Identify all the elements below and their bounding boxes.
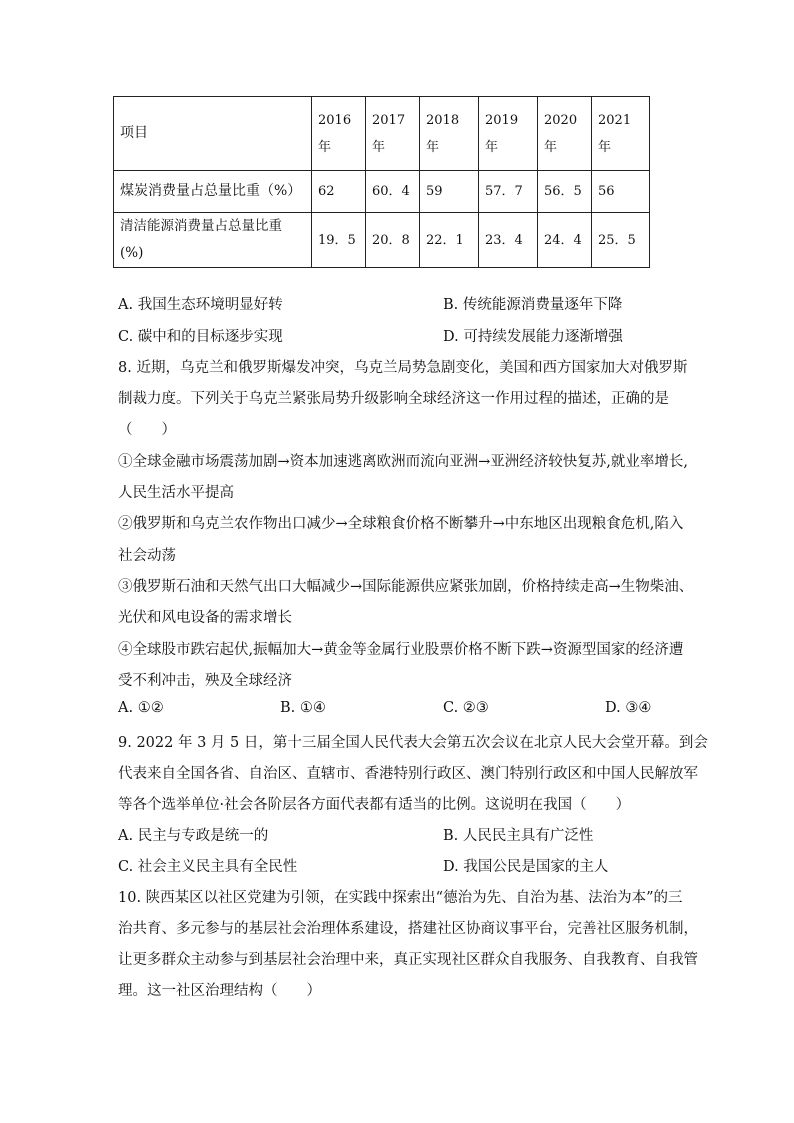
q8-option-b[interactable]: B. ①④	[280, 700, 326, 716]
table-header-row	[114, 97, 650, 171]
q8-item-line: ①全球金融市场震荡加剧→资本加速逃离欧洲而流向亚洲→亚洲经济较快复苏,就业率增长,	[118, 454, 689, 470]
energy-consumption-table	[113, 96, 650, 268]
table-header-year: 2016 年	[312, 97, 366, 171]
table-row-label: 清洁能源消费量占总量比重(%)	[114, 213, 312, 268]
q8-item-line: 光伏和风电设备的需求增长	[118, 610, 292, 626]
q7-option-b[interactable]: B. 传统能源消费量逐年下降	[443, 297, 623, 313]
q10-stem-line: 治共育、多元参与的基层社会治理体系建设，搭建社区协商议事平台，完善社区服务机制，	[118, 921, 698, 937]
table-header-year: 2017 年	[366, 97, 420, 171]
q8-item-line: ④全球股市跌宕起伏,振幅加大→黄金等金属行业股票价格不断下跌→资源型国家的经济遭	[118, 642, 684, 658]
table-row-label: 煤炭消费量占总量比重（%）	[114, 171, 312, 213]
q9-option-b[interactable]: B. 人民民主具有广泛性	[443, 828, 594, 844]
table-cell: 56	[592, 171, 650, 213]
table-header-year: 2020 年	[538, 97, 592, 171]
table-cell: 59	[420, 171, 479, 213]
q8-stem-line: （ ）	[118, 422, 176, 438]
q10-stem-line: 10. 陕西某区以社区党建为引领，在实践中探索出“德治为先、自治为基、法治为本”的三	[118, 890, 683, 906]
q8-option-a[interactable]: A. ①②	[118, 700, 164, 716]
table-row	[114, 171, 650, 213]
q8-item-line: ②俄罗斯和乌克兰农作物出口减少→全球粮食价格不断攀升→中东地区出现粮食危机,陷入	[118, 516, 684, 532]
q8-stem-line: 8. 近期，乌克兰和俄罗斯爆发冲突，乌克兰局势急剧变化，美国和西方国家加大对俄罗斯	[118, 360, 688, 376]
q8-option-d[interactable]: D. ③④	[605, 700, 652, 716]
q9-option-a[interactable]: A. 民主与专政是统一的	[118, 828, 269, 844]
q10-stem-line: 让更多群众主动参与到基层社会治理中来，真正实现社区群众自我服务、自我教育、自我管	[118, 952, 698, 968]
q7-option-c[interactable]: C. 碳中和的目标逐步实现	[118, 329, 283, 345]
q7-option-a[interactable]: A. 我国生态环境明显好转	[118, 297, 283, 313]
q8-item-line: 人民生活水平提高	[118, 485, 234, 501]
q8-item-line: 社会动荡	[118, 548, 176, 564]
table-row	[114, 213, 650, 268]
q9-option-c[interactable]: C. 社会主义民主具有全民性	[118, 859, 298, 875]
table-cell: 22．1	[420, 213, 479, 268]
q9-stem-line: 9. 2022 年 3 月 5 日，第十三届全国人民代表大会第五次会议在北京人民大会堂开幕。到会	[118, 735, 708, 751]
q8-item-line: ③俄罗斯石油和天然气出口大幅减少→国际能源供应紧张加剧，价格持续走高→生物柴油、	[118, 579, 694, 595]
table-cell: 20．8	[366, 213, 420, 268]
q9-stem-line: 代表来自全国各省、自治区、直辖市、香港特别行政区、澳门特别行政区和中国人民解放军	[118, 766, 698, 782]
table-header-year: 2021 年	[592, 97, 650, 171]
table-header-year: 2018 年	[420, 97, 479, 171]
q7-option-d[interactable]: D. 可持续发展能力逐渐增强	[443, 329, 623, 345]
q8-item-line: 受不利冲击，殃及全球经济	[118, 673, 292, 689]
table-cell: 56．5	[538, 171, 592, 213]
table-header-year: 2019 年	[479, 97, 538, 171]
q8-option-c[interactable]: C. ②③	[443, 700, 489, 716]
table-cell: 24．4	[538, 213, 592, 268]
q9-option-d[interactable]: D. 我国公民是国家的主人	[443, 859, 609, 875]
table-header-item: 项目	[114, 97, 312, 171]
table-cell: 57．7	[479, 171, 538, 213]
table-cell: 19．5	[312, 213, 366, 268]
q10-stem-line: 理。这一社区治理结构（ ）	[118, 983, 321, 999]
table-cell: 23．4	[479, 213, 538, 268]
table-cell: 25．5	[592, 213, 650, 268]
q8-stem-line: 制裁力度。下列关于乌克兰紧张局势升级影响全球经济这一作用过程的描述，正确的是	[118, 391, 669, 407]
q9-stem-line: 等各个选举单位·社会各阶层各方面代表都有适当的比例。这说明在我国（ ）	[118, 797, 631, 813]
table-cell: 62	[312, 171, 366, 213]
table-cell: 60．4	[366, 171, 420, 213]
